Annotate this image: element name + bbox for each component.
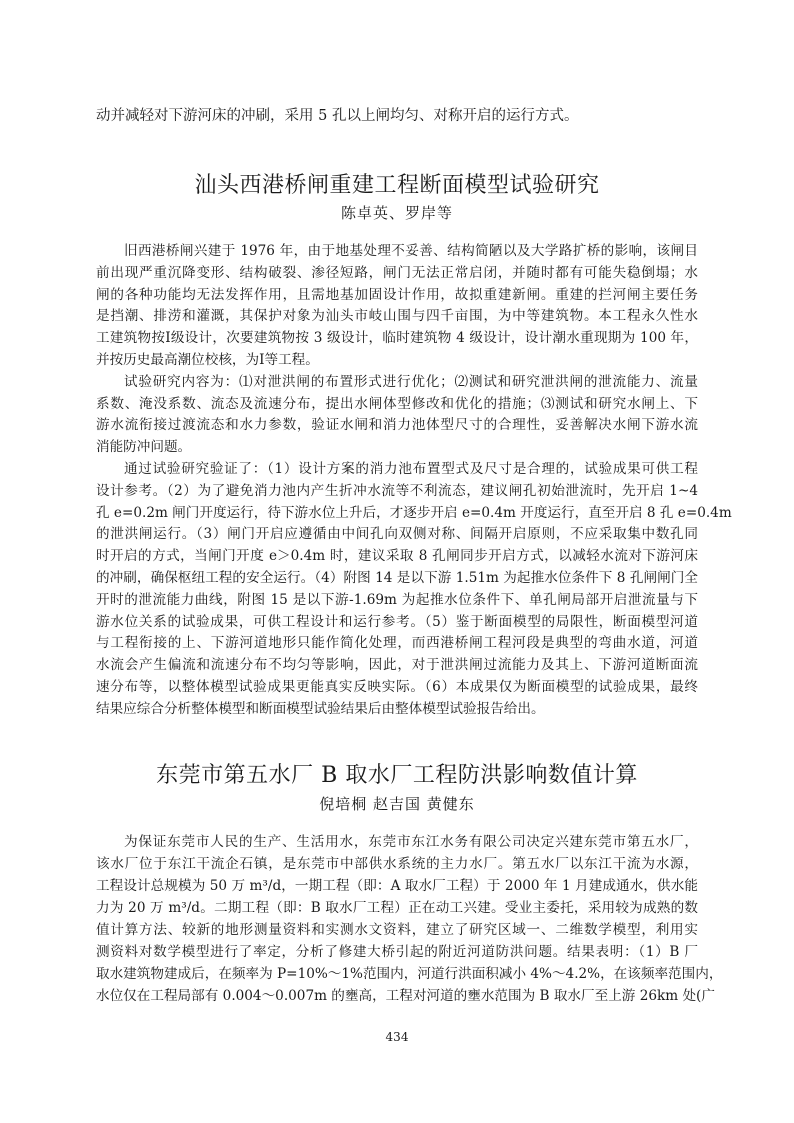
article1-authors: 陈卓英、罗岸等 [340, 204, 453, 222]
body-text-line: 系数、淹没系数、流态及流速分布，提出水闸体型修改和优化的措施；⑶测试和研究水闸上、下 [96, 395, 698, 412]
body-text-line: 水流会产生偏流和流速分布不均匀等影响，因此，对于泄洪闸过流能力及其上、下游河道断面流 [96, 657, 698, 674]
body-text-line: 与工程衔接的上、下游河道地形只能作简化处理，而西港桥闸工程河段是典型的弯曲水道，河道 [96, 635, 698, 652]
body-text-line: 孔 e=0.2m 闸门开度运行，待下游水位上升后，才逐步开启 e=0.4m 开度运行，直至开启 8 孔 e=0.4m [96, 504, 732, 521]
body-text-line: 试验研究内容为：⑴对泄洪闸的布置形式进行优化；⑵测试和研究泄洪闸的泄流能力、流量 [124, 373, 698, 390]
body-text-line: 设计参考。（2）为了避免消力池内产生折冲水流等不利流态，建议闸孔初始泄流时，先开启 1~4 [96, 482, 698, 499]
body-text-line: 结果应综合分析整体模型和断面模型试验结果后由整体模型试验报告给出。 [96, 700, 545, 717]
body-text-line: 工建筑物按Ⅰ级设计，次要建筑物按 3 级设计，临时建筑物 4 级设计，设计潮水重现期为 100 年， [96, 330, 698, 347]
body-text-line: 水位仅在工程局部有 0.004～0.007m 的壅高，工程对河道的壅水范围为 B 取水厂至上游 26km 处(广 [96, 988, 715, 1004]
body-text-line: 取水建筑物建成后，在频率为 P=10%～1%范围内，河道行洪面积减小 4%～4.2%，在该频率范围内， [96, 966, 723, 982]
body-text-line: 速分布等，以整体模型试验成果更能真实反映实际。（6）本成果仅为断面模型的试验成果，最终 [96, 679, 698, 695]
article2-title: 东莞市第五水厂 B 取水厂工程防洪影响数值计算 [156, 763, 638, 788]
article2-authors: 倪培桐 赵吉国 黄健东 [319, 795, 475, 813]
article1-title: 汕头西港桥闸重建工程断面模型试验研究 [194, 173, 600, 198]
body-text-line: 的泄洪闸运行。（3）闸门开启应遵循由中间孔向双侧对称、间隔开启原则，不应采取集中数孔同 [96, 526, 698, 543]
body-text-line: 开时的泄流能力曲线，附图 15 是以下游-1.69m 为起推水位条件下、单孔闸局部开启泄流量与下 [96, 591, 698, 608]
body-text-line: 值计算方法、较新的地形测量资料和实测水文资料，建立了研究区域一、二维数学模型，利用实 [96, 922, 698, 938]
body-text-line: 旧西港桥闸兴建于 1976 年，由于地基处理不妥善、结构简陋以及大学路扩桥的影响，该闸目 [124, 243, 698, 259]
body-text-line: 工程设计总规模为 50 万 m³/d，一期工程（即：A 取水厂工程）于 2000 年 1 月建成通水，供水能 [96, 878, 698, 894]
page-number: 434 [385, 1030, 409, 1044]
body-text-line: 前出现严重沉降变形、结构破裂、渗径短路，闸门无法正常启闭，并随时都有可能失稳倒塌；水 [96, 264, 698, 281]
body-text-line: 的冲刷，确保枢纽工程的安全运行。（4）附图 14 是以下游 1.51m 为起推水位条件下 8 孔闸闸门全 [96, 570, 698, 586]
body-text-line: 力为 20 万 m³/d。二期工程（即：B 取水厂工程）正在动工兴建。受业主委托，采用较为成熟的数 [96, 900, 698, 916]
body-text-line: 通过试验研究验证了：（1）设计方案的消力池布置型式及尺寸是合理的，试验成果可供工程 [124, 461, 698, 477]
body-text-line: 该水厂位于东江干流企石镇，是东莞市中部供水系统的主力水厂。第五水厂以东江干流为水源， [96, 856, 698, 872]
body-text-line: 并按历史最高潮位校核，为Ⅰ等工程。 [96, 352, 319, 368]
body-text-line: 闸的各种功能均无法发挥作用，且需地基加固设计作用，故拟重建新闸。重建的拦河闸主要任务 [96, 286, 698, 303]
body-text-line: 消能防冲问题。 [96, 439, 192, 456]
body-text-line: 为保证东莞市人民的生产、生活用水，东莞市东江水务有限公司决定兴建东莞市第五水厂， [124, 834, 698, 850]
body-text-line: 游水位关系的试验成果，可供工程设计和运行参考。（5）鉴于断面模型的局限性，断面模型河道 [96, 613, 698, 630]
body-text-line: 测资料对数学模型进行了率定，分析了修建大桥引起的附近河道防洪问题。结果表明：（1）B 厂 [96, 944, 698, 960]
body-text-line: 游水流衔接过渡流态和水力参数，验证水闸和消力池体型尺寸的合理性，妥善解决水闸下游水流 [96, 417, 698, 434]
intro-text-line: 动并减轻对下游河床的冲刷，采用 5 孔以上闸均匀、对称开启的运行方式。 [96, 108, 579, 124]
body-text-line: 时开启的方式，当闸门开度 e＞0.4m 时，建议采取 8 孔闸同步开启方式，以减轻水流对下游河床 [96, 548, 698, 565]
body-text-line: 是挡潮、排涝和灌溉，其保护对象为汕头市岐山围与四千亩围，为中等建筑物。本工程永久性水 [96, 308, 698, 325]
